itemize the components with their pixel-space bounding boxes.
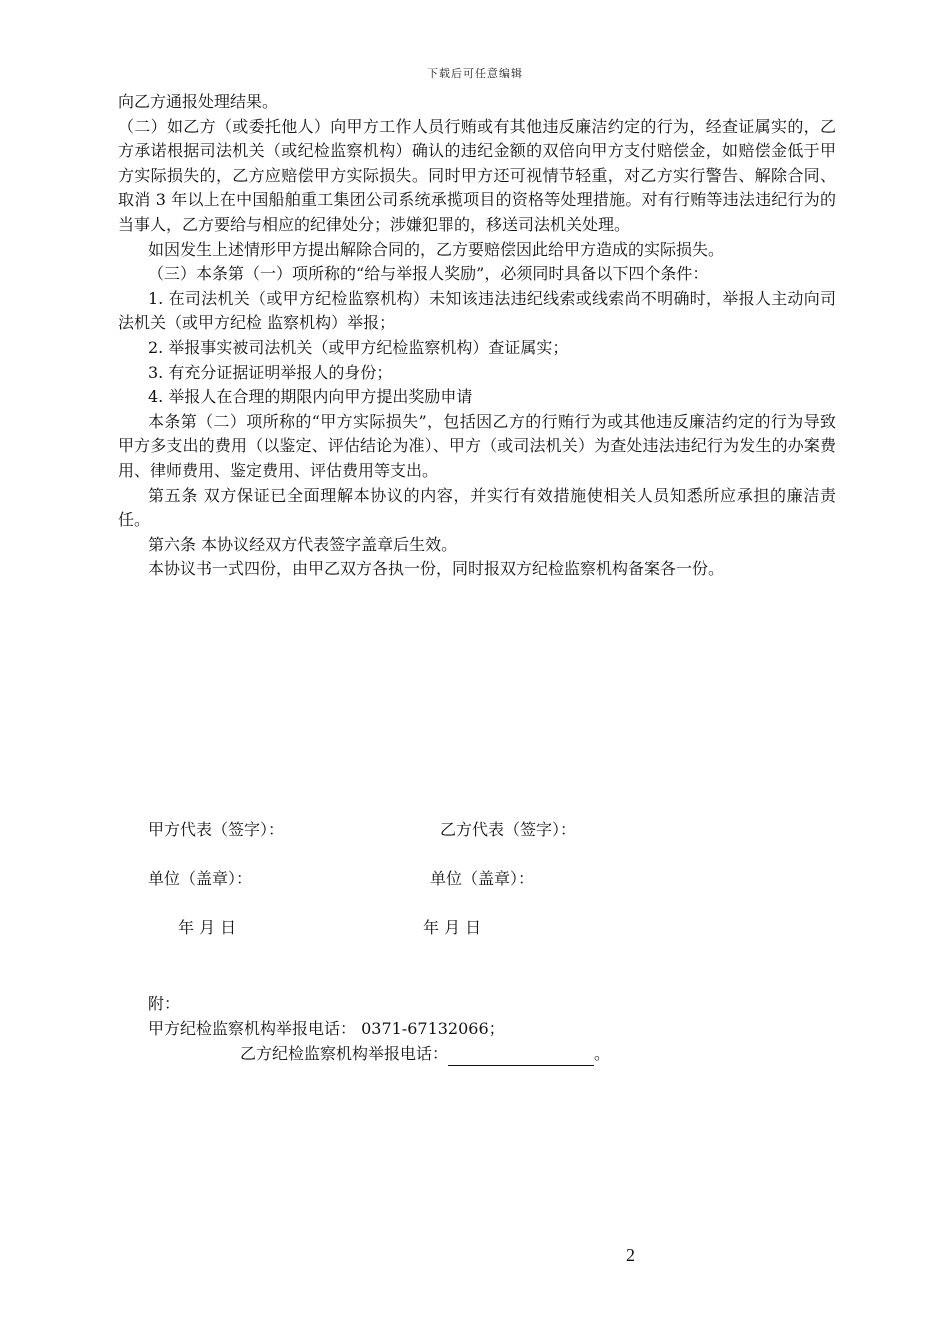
phone-blank-line: [448, 1049, 594, 1066]
paragraph-result-notice: 向乙方通报处理结果。: [118, 92, 279, 111]
condition-1: 1. 在司法机关（或甲方纪检监察机构）未知该违法违纪线索或线索尚不明确时，举报人主动向司法机关（或甲方纪检 监察机构）举报；: [118, 288, 836, 333]
paragraph-actual-loss: 本条第（二）项所称的“甲方实际损失”，包括因乙方的行贿行为或其他违反廉洁约定的行为导致甲方多支出的费用（以鉴定、评估结论为准）、甲方（或司法机关）为查处违法违纪行为发生的办案费用、律师费用、鉴定费用、评估费用等支出。: [118, 411, 836, 480]
party-b-representative-label: 乙方代表（签字）：: [440, 820, 577, 839]
condition-4: 4. 举报人在合理的期限内向甲方提出奖励申请: [148, 387, 473, 407]
party-a-report-phone: 甲方纪检监察机构举报电话： 0371-67132066；: [148, 1019, 505, 1038]
page-header: 下载后可任意编辑: [427, 67, 523, 80]
paragraph-clause-3: （三）本条第（一）项所称的“给与举报人奖励”，必须同时具备以下四个条件：: [148, 264, 709, 284]
party-b-report-phone-end: 。: [594, 1044, 611, 1063]
party-b-unit-label: 单位（盖章）：: [430, 869, 535, 888]
party-a-date: 年 月 日: [178, 918, 237, 937]
party-b-date: 年 月 日: [423, 918, 482, 937]
party-a-representative-label: 甲方代表（签字）：: [148, 820, 285, 839]
paragraph-clause-2: （二）如乙方（或委托他人）向甲方工作人员行贿或有其他违反廉洁约定的行为，经查证属实的，乙方承诺根据司法机关（或纪检监察机构）确认的违纪金额的双倍向甲方支付赔偿金，如赔偿金低于甲方实际损失的，乙方应赔偿甲方实际损失。同时甲方还可视情节轻重，对乙方实行警告、解除合同、取消 3 年以上在中国船舶重工集团公司系统承揽项目的资格等处理措施。对有行贿等违法违纪行为的当事人，乙方要给与相应的纪律处分；涉嫌犯罪的，移送司法机关处理。: [118, 116, 836, 234]
party-b-report-phone: [240, 1042, 610, 1066]
party-b-report-phone-label: 乙方纪检监察机构举报电话：: [240, 1044, 449, 1063]
page-number: 2: [626, 1245, 635, 1265]
condition-2: 2. 举报事实被司法机关（或甲方纪检监察机构）查证属实；: [148, 337, 569, 357]
annex-label: 附：: [148, 994, 181, 1013]
party-a-unit-label: 单位（盖章）：: [148, 869, 253, 888]
article-6: 第六条 本协议经双方代表签字盖章后生效。: [148, 534, 458, 554]
paragraph-termination: 如因发生上述情形甲方提出解除合同的，乙方要赔偿因此给甲方造成的实际损失。: [148, 239, 725, 259]
copies-clause: 本协议书一式四份，由甲乙双方各执一份，同时报双方纪检监察机构备案各一份。: [148, 559, 725, 579]
agreement-body: [118, 90, 836, 582]
article-5: 第五条 双方保证已全面理解本协议的内容，并实行有效措施使相关人员知悉所应承担的廉洁责任。: [118, 485, 836, 530]
condition-3: 3. 有充分证据证明举报人的身份；: [148, 362, 393, 382]
